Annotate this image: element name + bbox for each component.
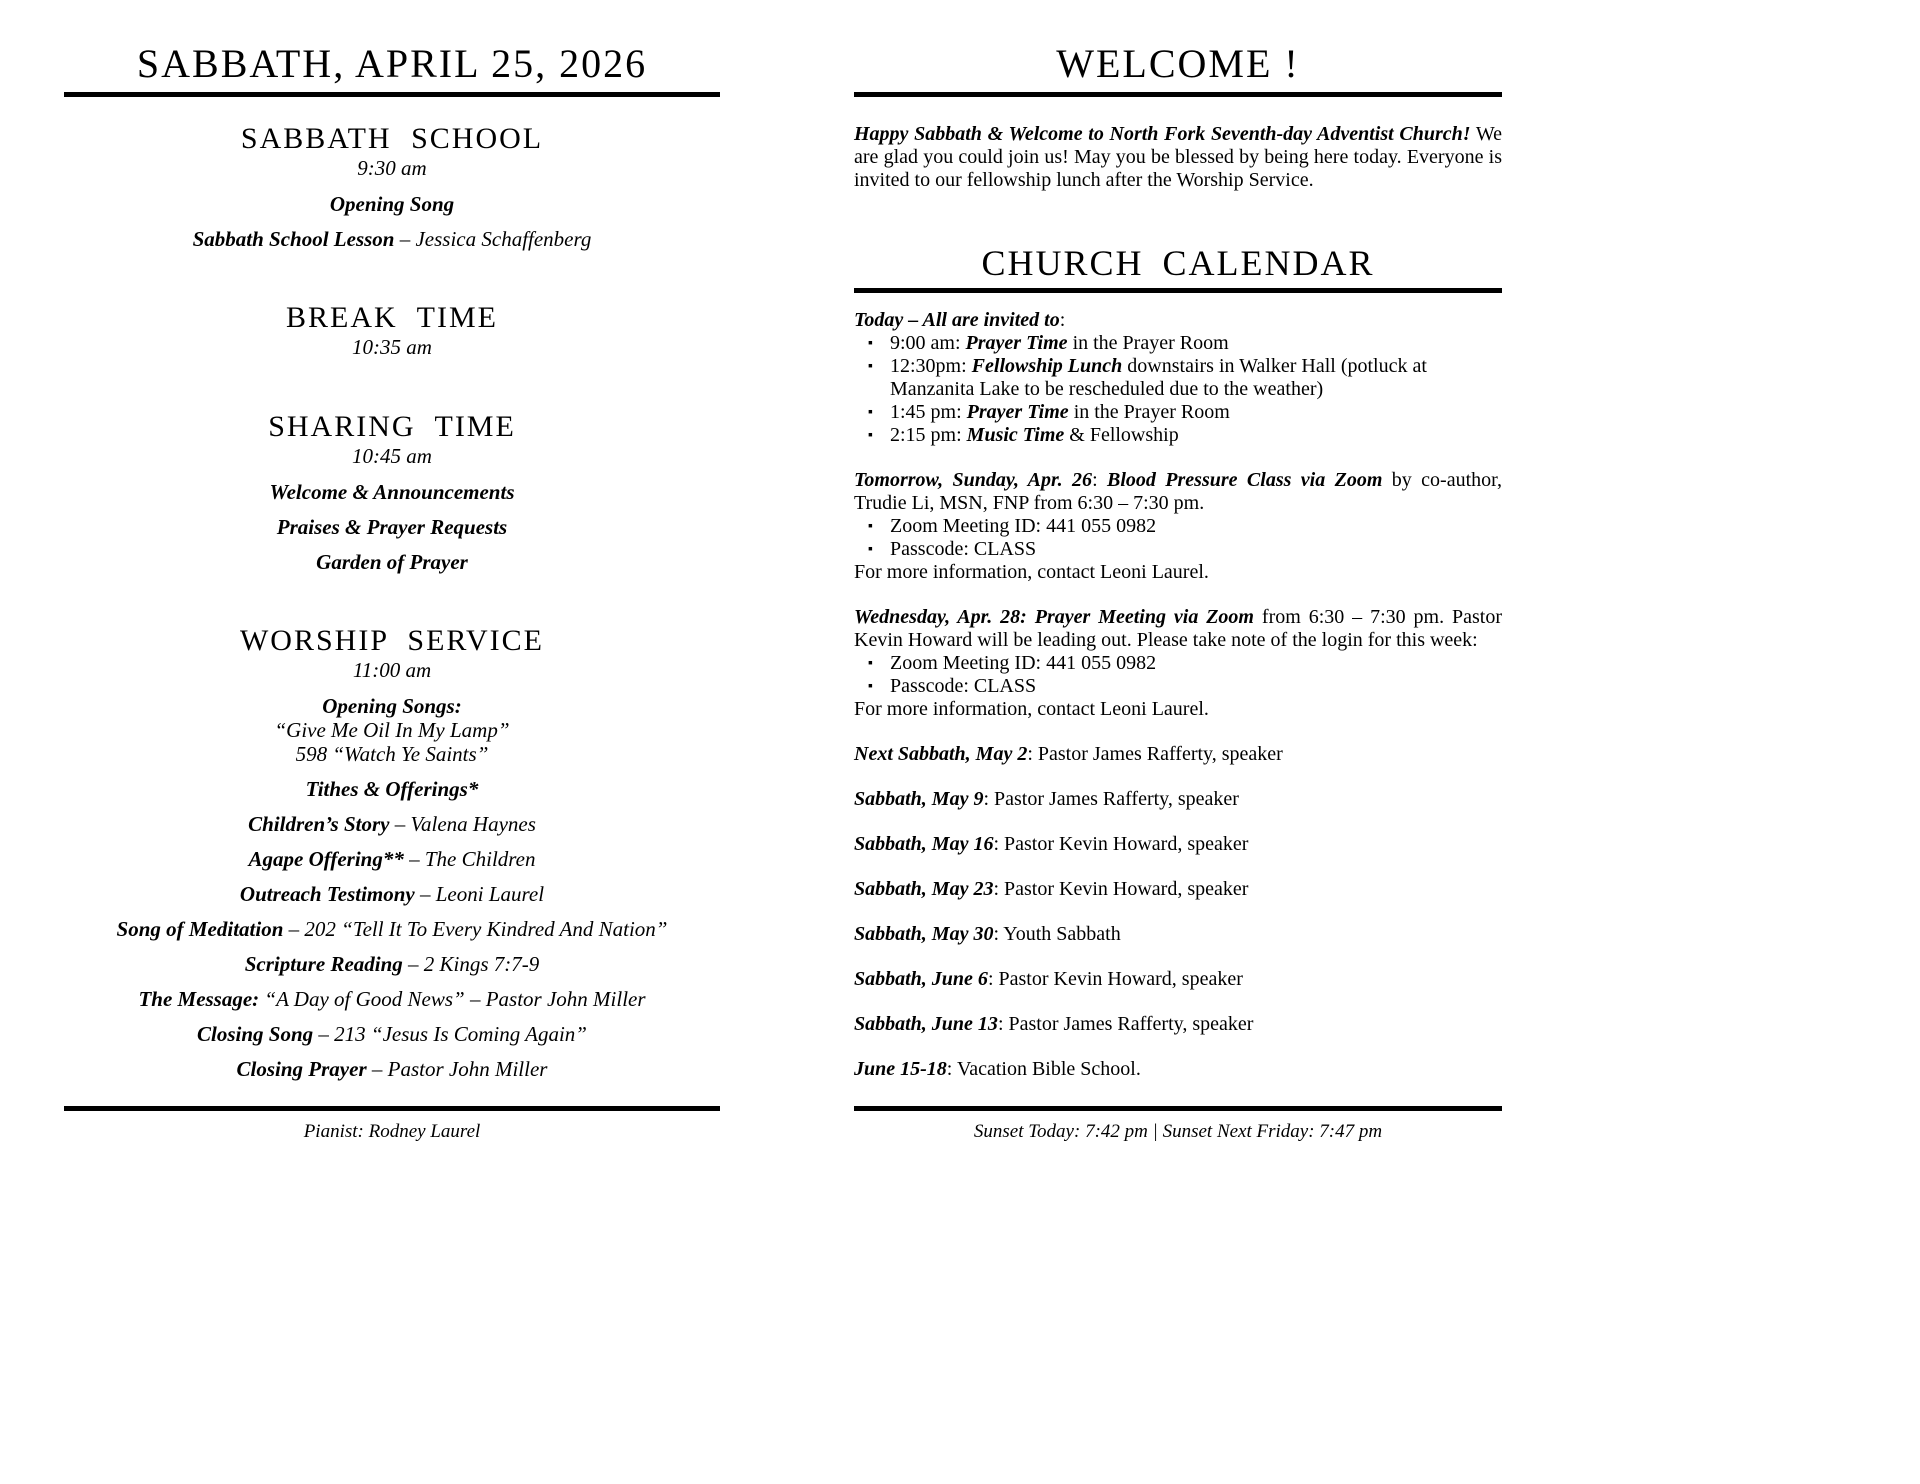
section-worship-service [64, 625, 720, 1080]
today-heading: Today – All are invited to: [854, 309, 1066, 331]
program-line: Tithes & Offerings* [305, 777, 479, 801]
schedule-entry: Sabbath, May 16: Pastor Kevin Howard, speaker [854, 833, 1249, 855]
calendar-title: CHURCH CALENDAR [981, 243, 1375, 283]
schedule-entry: Sabbath, May 23: Pastor Kevin Howard, speaker [854, 878, 1249, 900]
program-line: Garden of Prayer [316, 550, 468, 574]
program-page-title: SABBATH, APRIL 25, 2026 [136, 41, 648, 86]
schedule-entry: June 15-18: Vacation Bible School. [854, 1058, 1141, 1080]
title-divider [64, 92, 720, 97]
section-heading: BREAK TIME [286, 301, 498, 334]
schedule-entry: Sabbath, June 6: Pastor Kevin Howard, speaker [854, 968, 1243, 990]
section-time: 10:45 am [352, 444, 432, 468]
welcome-page [854, 42, 1502, 1081]
section-sharing-time [64, 411, 720, 573]
event-intro: Tomorrow, Sunday, Apr. 26: Blood Pressure Class via Zoom by co-author, Trudie Li, MSN, FNP from 6:30 – 7:30 pm. [854, 469, 1502, 514]
zoom-passcode: ▪ Passcode: CLASS [854, 675, 1502, 698]
program-line: The Message: “A Day of Good News” – Pastor John Miller [138, 987, 646, 1011]
schedule-entry: Sabbath, May 30: Youth Sabbath [854, 923, 1121, 945]
today-bullet-list [854, 332, 1502, 447]
title-divider [854, 92, 1502, 97]
footer-divider [854, 1106, 1502, 1111]
zoom-bullet-list [854, 652, 1502, 698]
calendar-entry-today [854, 309, 1502, 447]
program-line: Closing Song – 213 “Jesus Is Coming Again” [197, 1022, 587, 1046]
program-line: Song of Meditation – 202 “Tell It To Every Kindred And Nation” [116, 917, 668, 941]
calendar-entry-blood-pressure-class [854, 469, 1502, 584]
zoom-passcode: ▪ Passcode: CLASS [854, 538, 1502, 561]
zoom-meeting-id: ▪ Zoom Meeting ID: 441 055 0982 [854, 652, 1502, 675]
section-heading: WORSHIP SERVICE [239, 624, 544, 657]
schedule-entry: Sabbath, May 9: Pastor James Rafferty, speaker [854, 788, 1239, 810]
contact-note: For more information, contact Leoni Laurel. [854, 561, 1209, 583]
program-line: Sabbath School Lesson – Jessica Schaffenberg [192, 227, 592, 251]
calendar-bullet: ▪ 9:00 am: Prayer Time in the Prayer Room [854, 332, 1502, 355]
program-line: Outreach Testimony – Leoni Laurel [239, 882, 545, 906]
section-time: 10:35 am [352, 335, 432, 359]
welcome-footer [854, 1100, 1502, 1143]
welcome-paragraph: Happy Sabbath & Welcome to North Fork Seventh-day Adventist Church! We are glad you could join us! May you be blessed by being here today. Everyone is invited to our fellowship lunch after the Worship Service. [854, 123, 1503, 191]
calendar-bullet: ▪ 1:45 pm: Prayer Time in the Prayer Room [854, 401, 1502, 424]
section-time: 9:30 am [357, 156, 427, 180]
program-line: “Give Me Oil In My Lamp” [274, 718, 510, 742]
program-line: Agape Offering** – The Children [248, 847, 536, 871]
zoom-meeting-id: ▪ Zoom Meeting ID: 441 055 0982 [854, 515, 1502, 538]
program-line: Praises & Prayer Requests [276, 515, 508, 539]
schedule-entry: Sabbath, June 13: Pastor James Rafferty, speaker [854, 1013, 1254, 1035]
section-sabbath-school [64, 123, 720, 250]
program-footer [64, 1100, 720, 1143]
section-time: 11:00 am [352, 658, 432, 682]
section-heading: SHARING TIME [268, 410, 516, 443]
section-break-time [64, 302, 720, 359]
program-line: Opening Song [329, 192, 455, 216]
zoom-bullet-list [854, 515, 1502, 561]
event-intro: Wednesday, Apr. 28: Prayer Meeting via Zoom from 6:30 – 7:30 pm. Pastor Kevin Howard will be leading out. Please take note of the login for this week: [854, 606, 1502, 651]
program-line: 598 “Watch Ye Saints” [295, 742, 489, 766]
calendar-bullet: ▪ 2:15 pm: Music Time & Fellowship [854, 424, 1502, 447]
program-line: Opening Songs: [322, 694, 462, 718]
contact-note: For more information, contact Leoni Laurel. [854, 698, 1209, 720]
program-line: Scripture Reading – 2 Kings 7:7-9 [244, 952, 540, 976]
calendar-bullet: ▪ 12:30pm: Fellowship Lunch downstairs in Walker Hall (potluck at Manzanita Lake to be rescheduled due to the weather) [854, 355, 1502, 401]
calendar-entry-prayer-meeting [854, 606, 1502, 721]
program-page [64, 42, 720, 1080]
calendar-divider [854, 288, 1502, 293]
program-line: Closing Prayer – Pastor John Miller [236, 1057, 548, 1081]
section-heading: SABBATH SCHOOL [240, 122, 544, 155]
program-line: Welcome & Announcements [269, 480, 515, 504]
welcome-page-title: WELCOME ! [1056, 41, 1300, 86]
program-line: Children’s Story – Valena Haynes [248, 812, 536, 836]
pianist-credit: Pianist: Rodney Laurel [303, 1121, 481, 1142]
schedule-entry: Next Sabbath, May 2: Pastor James Rafferty, speaker [854, 743, 1283, 765]
sunset-times: Sunset Today: 7:42 pm | Sunset Next Friday: 7:47 pm [973, 1121, 1383, 1142]
footer-divider [64, 1106, 720, 1111]
